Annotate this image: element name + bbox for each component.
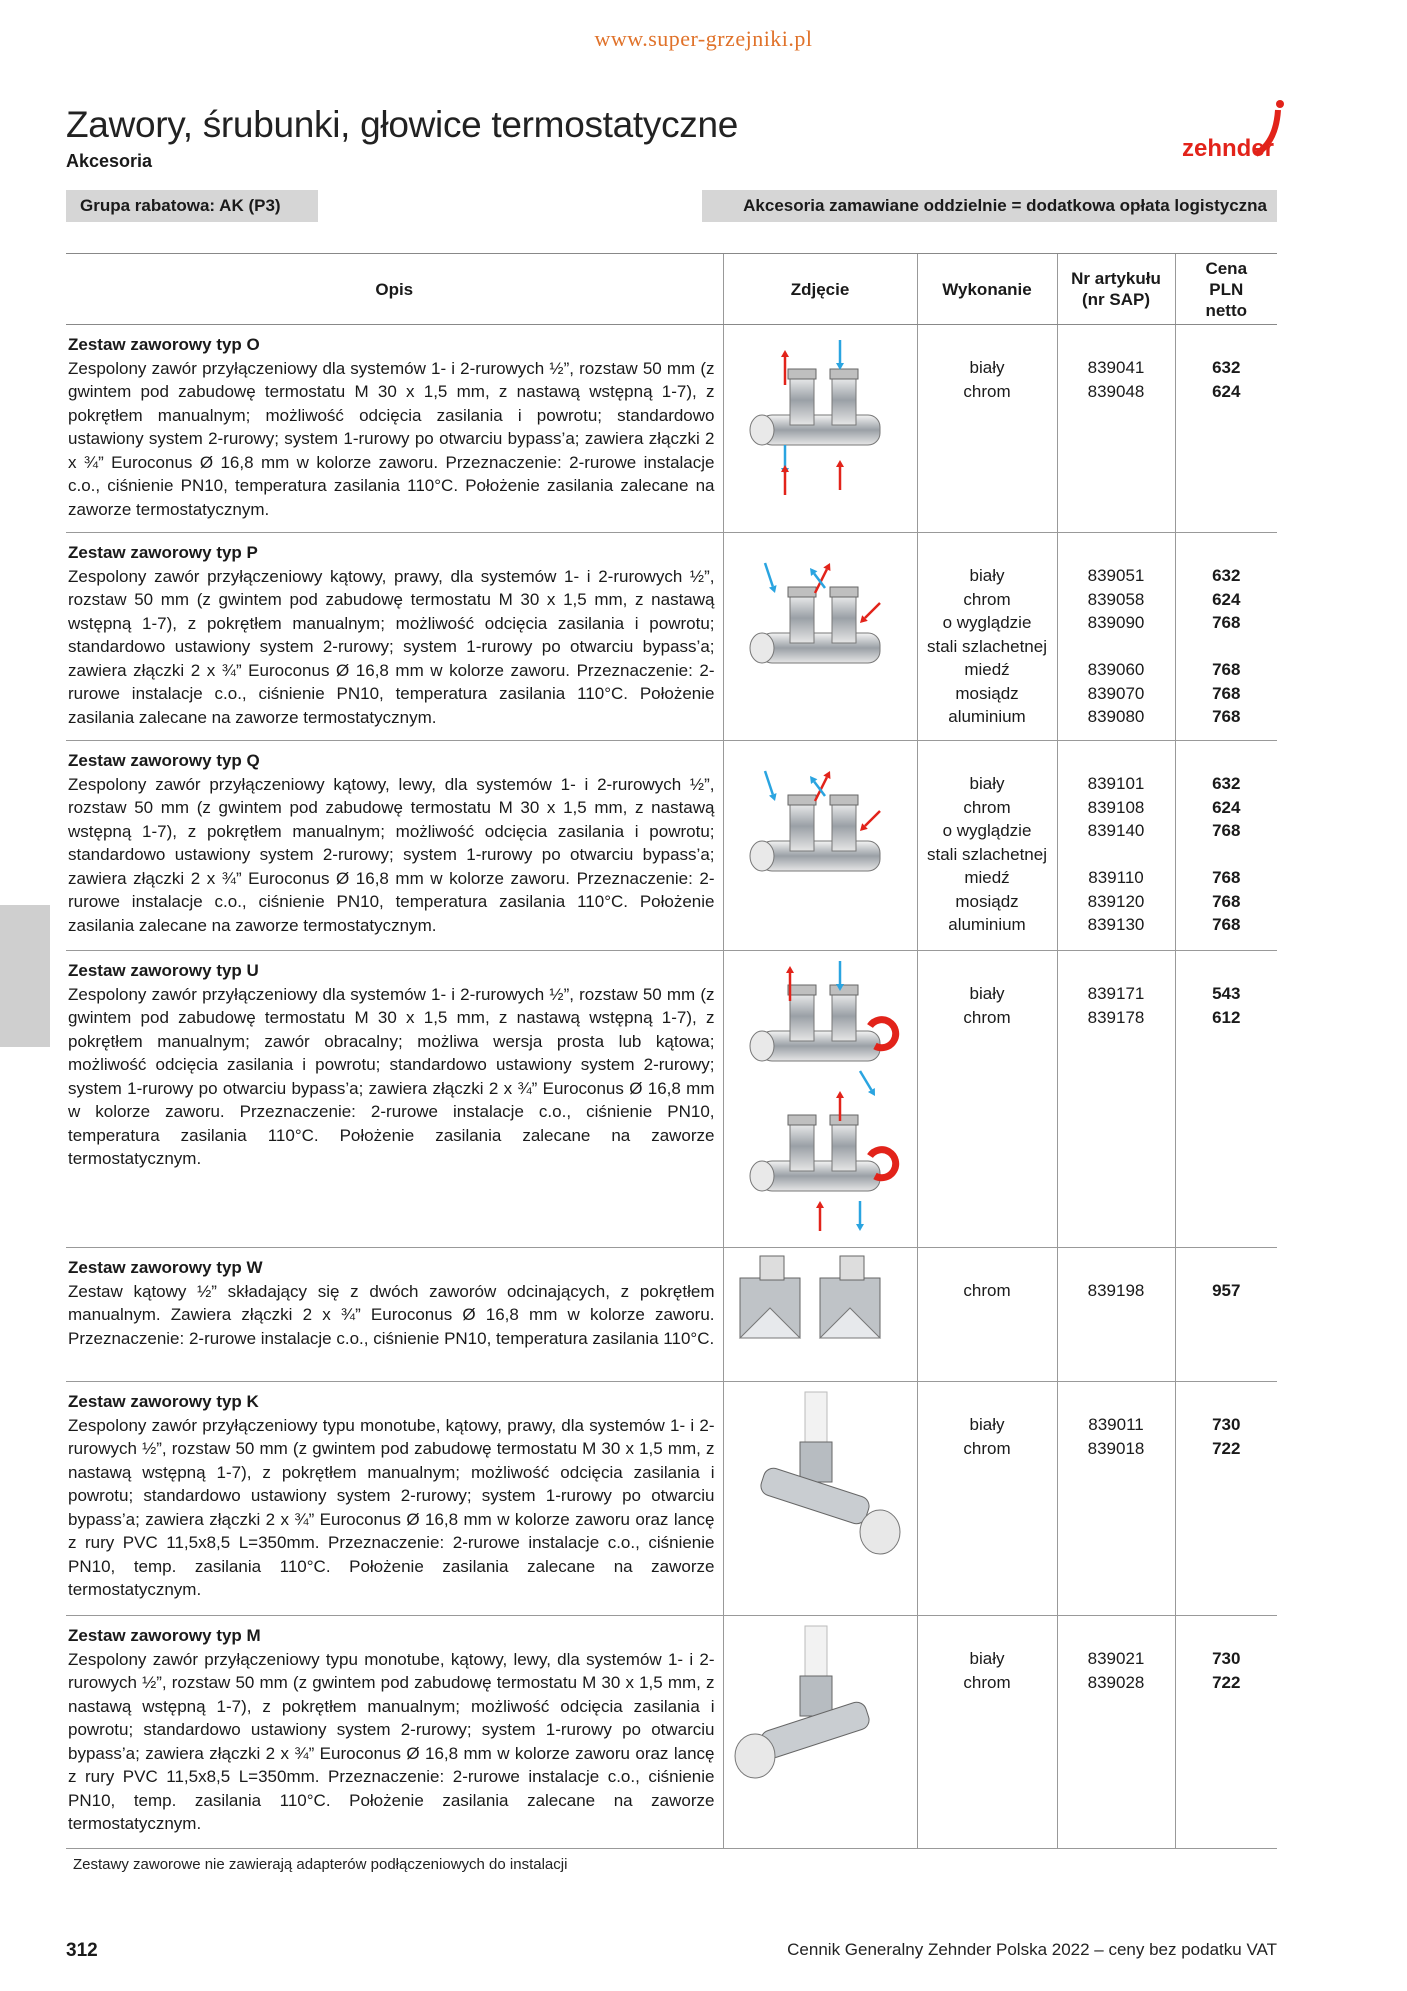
price-value: 957: [1212, 1281, 1241, 1300]
price-list: [1175, 951, 1277, 1248]
section-side-tab: [0, 905, 50, 1047]
variant-cell: chrom: [963, 1672, 1011, 1692]
price-list: [1175, 1382, 1277, 1616]
footer-text: Cennik Generalny Zehnder Polska 2022 – ceny bez podatku VAT: [787, 1940, 1277, 1959]
product-photo-cell: [723, 1382, 917, 1616]
article-number: 839140: [1087, 821, 1145, 840]
variant-cell: biały: [969, 358, 1005, 377]
product-description: [66, 1616, 723, 1849]
article-number: 839178: [1087, 1007, 1145, 1027]
article-number: 839058: [1087, 589, 1145, 609]
price-value: 624: [1212, 381, 1241, 401]
variant-list: [917, 1382, 1057, 1616]
price-value: 722: [1212, 1438, 1241, 1458]
logo-wordmark: zehnder: [1182, 135, 1275, 162]
variant-list: [917, 325, 1057, 533]
price-list: [1175, 1248, 1277, 1382]
article-list: [1057, 951, 1175, 1248]
price-value: 624: [1212, 589, 1241, 609]
article-number: 839011: [1088, 1415, 1144, 1434]
variant-list: [917, 1248, 1057, 1382]
article-number: 839090: [1087, 613, 1145, 632]
website-url[interactable]: www.super-grzejniki.pl: [594, 26, 813, 51]
article-number: 839041: [1087, 358, 1145, 377]
product-text: Zespolony zawór przyłączeniowy typu monotube, kątowy, lewy, dla systemów 1- i 2-rurowych ½”, rozstaw 50 mm (z gwintem pod zabudowę termostatu M 30 x 1,5 mm, z nastawą wstępną 1-7), z pokrętłem manualnym; możliwość odcięcia zasilania i powrotu; standardowo ustawiony system 2-rurowy; system 1-rurowy po otwarciu bypass’a; zawiera złączki 2 x ¾” Euroconus Ø 16,8 mm w kolorze zaworu oraz lancę z rury PVC 11,5x8,5 L=350mm. Przeznaczenie: 2-rurowe instalacje c.o., ciśnienie PN10, temp. zasilania 110°C. Położenie zasilania zalecane na zaworze termostatycznym.: [68, 1649, 715, 1833]
product-description: [66, 741, 723, 951]
page-subtitle: Akcesoria: [66, 151, 153, 171]
variant-list: [917, 1616, 1057, 1849]
product-text: Zespolony zawór przyłączeniowy dla systemów 1- i 2-rurowych ½”, rozstaw 50 mm (z gwintem pod zabudowę termostatu M 30 x 1,5 mm, z nastawą wstępną 1-7), z pokrętłem manualnym; zawór obracalny; możliwa wersja prosta lub kątowa; możliwość odcięcia zasilania i powrotu; standardowo ustawiony system 2-rurowy; system 1-rurowy po otwarciu bypass’a; zawiera złączki 2 x ¾” Euroconus Ø 16,8 mm w kolorze zaworu. Przeznaczenie: 2-rurowe instalacje c.o., ciśnienie PN10, temperatura zasilania 110°C. Położenie zasilania zalecane na zaworze termostatycznym.: [68, 984, 715, 1168]
header-article: Nr artykułu (nr SAP): [1057, 254, 1175, 325]
header-variant: Wykonanie: [917, 254, 1057, 325]
table-row: [66, 1382, 1277, 1616]
price-list: [1175, 1616, 1277, 1849]
product-text: Zespolony zawór przyłączeniowy kątowy, prawy, dla systemów 1- i 2-rurowych ½”, rozstaw 50 mm (z gwintem pod zabudowę termostatu M 30 x 1,5 mm, z nastawą wstępną 1-7), z pokrętłem manualnym; możliwość odcięcia zasilania i powrotu; standardowo ustawiony system 2-rurowy; system 1-rurowy po otwarciu bypass’a; zawiera złączki 2 x ¾” Euroconus Ø 16,8 mm w kolorze zaworu. Przeznaczenie: 2-rurowe instalacje c.o., ciśnienie PN10, temperatura zasilania 110°C. Położenie zasilania zalecane na zaworze termostatycznym.: [68, 566, 715, 727]
variant-cell: aluminium: [948, 707, 1026, 726]
product-text: Zespolony zawór przyłączeniowy kątowy, lewy, dla systemów 1- i 2-rurowych ½”, rozstaw 50 mm (z gwintem pod zabudowę termostatu M 30 x 1,5 mm, z nastawą wstępną 1-7), z pokrętłem manualnym; możliwość odcięcia zasilania i powrotu; standardowo ustawiony system 2-rurowy; system 1-rurowy po otwarciu bypass’a; zawiera złączki 2 x ¾” Euroconus Ø 16,8 mm w kolorze zaworu. Przeznaczenie: 2-rurowe instalacje c.o., ciśnienie PN10, temperatura zasilania 110°C. Położenie zasilania zalecane na zaworze termostatycznym.: [68, 774, 715, 935]
price-value: 768: [1212, 683, 1241, 703]
variant-list: [917, 951, 1057, 1248]
variant-cell: chrom: [963, 1281, 1011, 1300]
price-value: 632: [1212, 774, 1241, 793]
variant-cell: o wyglądzie: [942, 821, 1032, 840]
valve-photo: [730, 1248, 910, 1376]
variant-cell: biały: [969, 774, 1005, 793]
variant-cell: biały: [969, 1415, 1005, 1434]
price-value: 768: [1212, 707, 1241, 726]
table-row: [66, 1248, 1277, 1382]
article-list: [1057, 325, 1175, 533]
article-number: 839110: [1088, 868, 1144, 887]
product-text: Zespolony zawór przyłączeniowy dla systemów 1- i 2-rurowych ½”, rozstaw 50 mm (z gwintem pod zabudowę termostatu M 30 x 1,5 mm, z nastawą wstępną 1-7), z pokrętłem manualnym; możliwość odcięcia zasilania i powrotu; standardowo ustawiony system 2-rurowy; system 1-rurowy po otwarciu bypass’a; zawiera złączki 2 x ¾” Euroconus Ø 16,8 mm w kolorze zaworu. Przeznaczenie: 2-rurowe instalacje c.o., ciśnienie PN10, temperatura zasilania 110°C. Położenie zasilania zalecane na zaworze termostatycznym.: [68, 358, 715, 519]
header-price: Cena PLN netto: [1175, 254, 1277, 325]
article-list: [1057, 1248, 1175, 1382]
table-header-row: [66, 254, 1277, 325]
valve-photo: [730, 533, 910, 735]
variant-cell: biały: [969, 566, 1005, 585]
article-number: 839130: [1087, 915, 1145, 934]
article-number: 839101: [1087, 774, 1145, 793]
product-photo-cell: [723, 533, 917, 741]
variant-cell: stali szlachetnej: [926, 636, 1047, 656]
price-value: [1176, 843, 1278, 867]
variant-cell: miedź: [964, 660, 1010, 679]
article-list: [1057, 1616, 1175, 1849]
product-name: Zestaw zaworowy typ U: [68, 961, 259, 980]
price-value: 722: [1212, 1672, 1241, 1692]
discount-group-label: Grupa rabatowa: AK (P3): [66, 190, 318, 222]
variant-cell: mosiądz: [955, 891, 1019, 911]
product-description: [66, 533, 723, 741]
footnote: Zestawy zaworowe nie zawierają adapterów podłączeniowych do instalacji: [73, 1856, 568, 1873]
variant-cell: chrom: [963, 381, 1011, 401]
variant-list: [917, 741, 1057, 951]
product-name: Zestaw zaworowy typ Q: [68, 751, 260, 770]
product-photo-cell: [723, 741, 917, 951]
header-photo: Zdjęcie: [723, 254, 917, 325]
article-number: 839120: [1087, 891, 1145, 911]
valve-photo: [730, 325, 910, 527]
price-value: 768: [1212, 868, 1241, 887]
product-description: [66, 951, 723, 1248]
valve-photo: [730, 1616, 910, 1843]
product-photo-cell: [723, 1248, 917, 1382]
variant-cell: chrom: [963, 1438, 1011, 1458]
product-description: [66, 325, 723, 533]
price-value: 632: [1212, 566, 1241, 585]
product-name: Zestaw zaworowy typ K: [68, 1392, 259, 1411]
article-number: 839080: [1087, 707, 1145, 726]
product-text: Zestaw kątowy ½” składający się z dwóch zaworów odcinających, z pokrętłem manualnym. Zawiera złączki 2 x ¾” Euroconus Ø 16,8 mm w kolorze zaworu. Przeznaczenie: 2-rurowe instalacje c.o., ciśnienie PN10, temperatura zasilania 110°C.: [68, 1281, 715, 1348]
page-title: Zawory, śrubunki, głowice termostatyczne: [66, 104, 739, 145]
variant-cell: o wyglądzie: [942, 613, 1032, 632]
product-photo-cell: [723, 1616, 917, 1849]
article-number: 839108: [1087, 797, 1145, 817]
variant-cell: biały: [969, 984, 1005, 1003]
product-table: [66, 253, 1277, 1849]
product-photo-cell: [723, 325, 917, 533]
article-number: [1058, 843, 1175, 867]
price-list: [1175, 533, 1277, 741]
valve-photo: [730, 1382, 910, 1610]
price-value: 768: [1212, 915, 1241, 934]
article-number: 839070: [1087, 683, 1145, 703]
product-description: [66, 1248, 723, 1382]
price-value: 768: [1212, 891, 1241, 911]
header-desc: Opis: [66, 254, 723, 325]
article-number: 839028: [1087, 1672, 1145, 1692]
price-value: 730: [1212, 1415, 1241, 1434]
price-value: 543: [1212, 984, 1241, 1003]
table-row: [66, 741, 1277, 951]
product-text: Zespolony zawór przyłączeniowy typu monotube, kątowy, prawy, dla systemów 1- i 2-rurowych ½”, rozstaw 50 mm (z gwintem pod zabudowę termostatu M 30 x 1,5 mm, z nastawą wstępną 1-7), z pokrętłem manualnym; możliwość odcięcia zasilania i powrotu; standardowo ustawiony system 2-rurowy; system 1-rurowy po otwarciu bypass’a; zawiera złączki 2 x ¾” Euroconus Ø 16,8 mm w kolorze zaworu oraz lancę z rury PVC 11,5x8,5 L=350mm. Przeznaczenie: 2-rurowe instalacje c.o., ciśnienie PN10, temp. zasilania 110°C. Położenie zasilania zalecane na zaworze termostatycznym.: [68, 1415, 715, 1599]
table-row: [66, 533, 1277, 741]
article-list: [1057, 741, 1175, 951]
price-list: [1175, 325, 1277, 533]
article-number: 839021: [1087, 1649, 1145, 1668]
article-number: 839048: [1087, 381, 1145, 401]
price-value: 768: [1212, 613, 1241, 632]
article-number: 839198: [1087, 1281, 1145, 1300]
price-list: [1175, 741, 1277, 951]
product-name: Zestaw zaworowy typ P: [68, 543, 258, 562]
product-name: Zestaw zaworowy typ O: [68, 335, 260, 354]
price-value: 768: [1212, 660, 1241, 679]
table-row: [66, 951, 1277, 1248]
price-value: 632: [1212, 358, 1241, 377]
product-name: Zestaw zaworowy typ W: [68, 1258, 263, 1277]
article-number: [1058, 635, 1175, 659]
variant-cell: miedź: [964, 868, 1010, 887]
article-number: 839171: [1087, 984, 1145, 1003]
product-name: Zestaw zaworowy typ M: [68, 1626, 261, 1645]
variant-cell: chrom: [963, 589, 1011, 609]
variant-cell: stali szlachetnej: [926, 844, 1047, 864]
article-number: 839018: [1087, 1438, 1145, 1458]
price-value: 624: [1212, 797, 1241, 817]
variant-cell: aluminium: [948, 915, 1026, 934]
variant-cell: chrom: [963, 1007, 1011, 1027]
article-list: [1057, 533, 1175, 741]
valve-photo: [730, 951, 910, 1242]
product-description: [66, 1382, 723, 1616]
article-number: 839060: [1087, 660, 1145, 679]
price-value: [1176, 635, 1278, 659]
variant-cell: chrom: [963, 797, 1011, 817]
valve-photo: [730, 741, 910, 945]
price-value: 730: [1212, 1649, 1241, 1668]
zehnder-logo: [1180, 92, 1290, 172]
article-list: [1057, 1382, 1175, 1616]
price-value: 612: [1212, 1007, 1241, 1027]
page-number: 312: [66, 1940, 98, 1961]
variant-list: [917, 533, 1057, 741]
logistics-notice: Akcesoria zamawiane oddzielnie = dodatkowa opłata logistyczna: [702, 190, 1277, 222]
table-row: [66, 1616, 1277, 1849]
table-row: [66, 325, 1277, 533]
product-photo-cell: [723, 951, 917, 1248]
price-value: 768: [1212, 821, 1241, 840]
variant-cell: biały: [969, 1649, 1005, 1668]
variant-cell: mosiądz: [955, 683, 1019, 703]
article-number: 839051: [1087, 566, 1145, 585]
